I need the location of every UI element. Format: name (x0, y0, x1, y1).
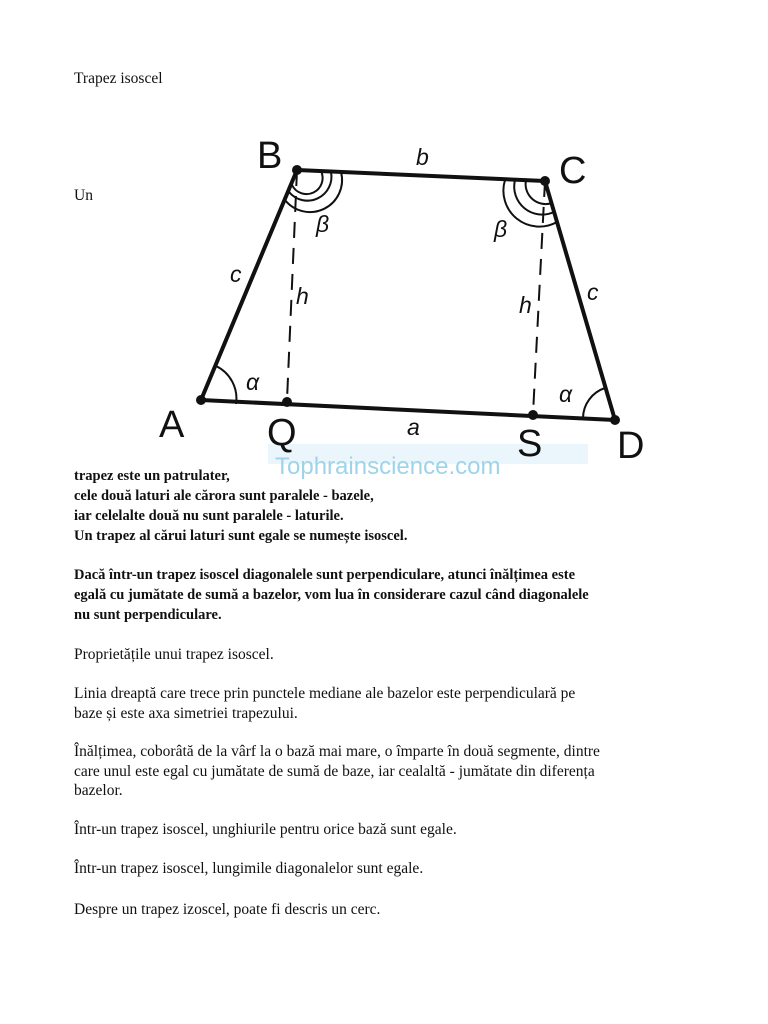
label-right-leg: c (587, 279, 599, 305)
label-left-leg: c (230, 261, 242, 287)
label-s: S (517, 423, 543, 465)
definition-line: iar celelalte două nu sunt paralele - laturile. (74, 508, 344, 524)
angle-arc-alpha-left (216, 366, 236, 404)
definition-line: cele două laturi ale cărora sunt paralele - bazele, (74, 488, 374, 504)
label-c: C (559, 150, 587, 192)
label-height-right: h (519, 292, 532, 318)
label-beta-right: β (494, 216, 508, 242)
point-dot-q (282, 397, 292, 407)
vertex-dot-a (196, 395, 206, 405)
label-b: B (257, 135, 283, 177)
vertex-dot-c (540, 176, 550, 186)
property-3: Într-un trapez isoscel, unghiurile pentru orice bază sunt egale. (74, 821, 457, 838)
right-leg (545, 181, 615, 420)
property-1-line: baze și este axa simetriei trapezului. (74, 705, 298, 722)
label-alpha-right: α (559, 381, 573, 407)
definition-line: trapez este un patrulater, (74, 468, 230, 484)
label-alpha-left: α (246, 369, 260, 395)
diagonal-paragraph-line: nu sunt perpendiculare. (74, 607, 222, 623)
property-5: Despre un trapez izoscel, poate fi descris un cerc. (74, 901, 381, 918)
label-bottom-base: a (407, 414, 420, 440)
label-d: D (617, 425, 645, 467)
label-height-left: h (296, 283, 309, 309)
properties-heading: Proprietățile unui trapez isoscel. (74, 646, 274, 663)
label-a: A (159, 404, 185, 446)
property-2-line: care unul este egal cu jumătate de sumă de baze, iar cealaltă - jumătate din diferența (74, 763, 595, 780)
document-title: Trapez isoscel (74, 70, 163, 87)
top-base (297, 170, 545, 181)
label-top-base: b (416, 144, 429, 170)
point-dot-s (528, 410, 538, 420)
intro-word: Un (74, 187, 93, 204)
diagonal-paragraph-line: egală cu jumătate de sumă a bazelor, vom lua în considerare cazul când diagonalele (74, 587, 589, 603)
left-leg (201, 170, 297, 400)
property-1-line: Linia dreaptă care trece prin punctele mediane ale bazelor este perpendiculară pe (74, 685, 576, 702)
property-2-line: Înălțimea, coborâtă de la vârf la o bază mai mare, o împarte în două segmente, dintre (74, 743, 600, 760)
property-4: Într-un trapez isoscel, lungimile diagonalelor sunt egale. (74, 860, 424, 877)
diagonal-paragraph-line: Dacă într-un trapez isoscel diagonalele sunt perpendiculare, atunci înălțimea este (74, 567, 576, 583)
angle-arc-alpha-right (583, 388, 605, 418)
vertex-dot-d (610, 415, 620, 425)
trapezoid-figure (155, 134, 655, 480)
definition-line: Un trapez al cărui laturi sunt egale se numește isoscel. (74, 528, 408, 544)
label-q: Q (267, 412, 297, 454)
property-2-line: bazelor. (74, 782, 123, 799)
label-beta-left: β (316, 211, 330, 237)
height-right (533, 181, 545, 414)
vertex-dot-b (292, 165, 302, 175)
watermark-text: Tophrainscience.com (275, 453, 501, 480)
